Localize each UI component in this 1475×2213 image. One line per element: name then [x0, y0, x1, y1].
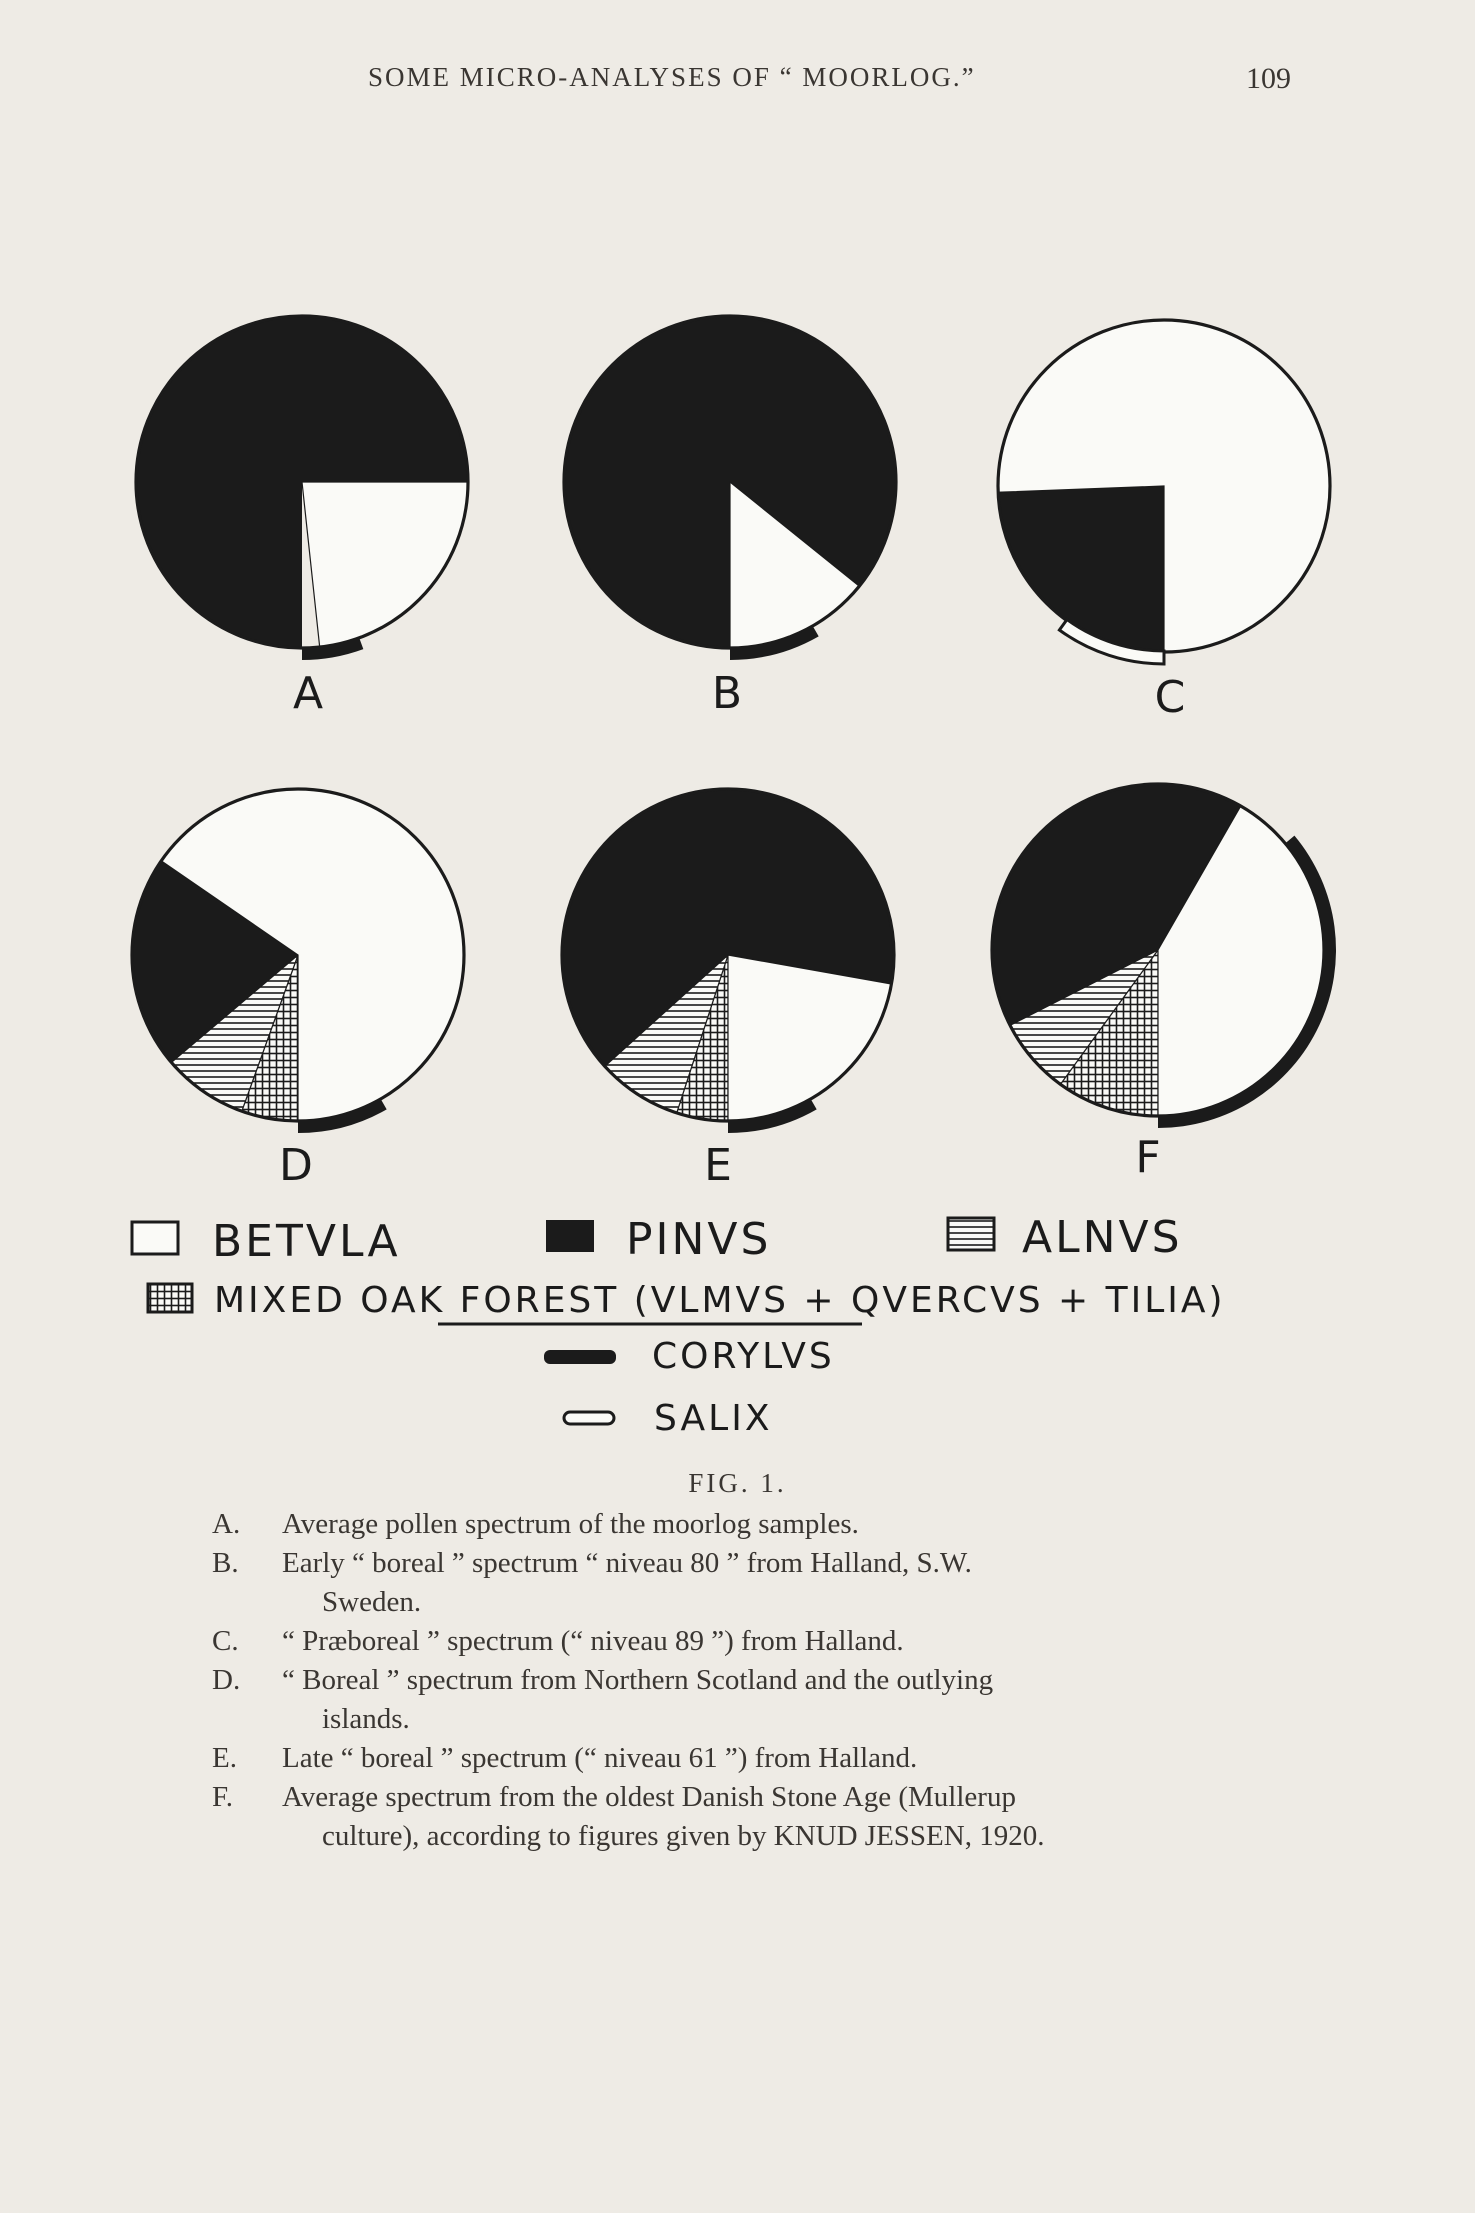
pie-label-c: C — [1154, 672, 1186, 723]
pie-label-b: B — [711, 668, 743, 719]
caption-text: “ Boreal ” spectrum from Northern Scotland and the outlying — [282, 1664, 994, 1696]
caption-list — [212, 1505, 1312, 1856]
caption-item-b — [212, 1544, 1312, 1583]
caption-letter: C. — [212, 1625, 239, 1657]
legend-label-mixed-oak: MIXED OAK FOREST (VLMVS + QVERCVS + TILIA) — [214, 1280, 1226, 1321]
caption-letter: B. — [212, 1547, 239, 1579]
pie-e-slice-betula — [728, 955, 891, 1121]
legend-label-pinus: PINVS — [626, 1214, 772, 1265]
caption-continuation-d: islands. — [322, 1703, 410, 1735]
caption-text: “ Præboreal ” spectrum (“ niveau 89 ”) from Halland. — [282, 1625, 904, 1657]
caption-letter: A. — [212, 1508, 241, 1540]
caption-item-d — [212, 1661, 1312, 1700]
caption-text: Early “ boreal ” spectrum “ niveau 80 ” from Halland, S.W. — [282, 1547, 972, 1579]
legend-swatch-salix — [564, 1412, 614, 1424]
caption-continuation-f: culture), according to figures given by KNUD JESSEN, 1920. — [322, 1820, 1045, 1852]
pie-a-slice-betula — [302, 482, 468, 647]
running-head: SOME MICRO-ANALYSES OF “ MOORLOG.” — [368, 62, 976, 92]
caption-item-c — [212, 1622, 1312, 1661]
caption-item-a — [212, 1505, 1312, 1544]
figure-number: FIG. 1. — [688, 1468, 787, 1498]
caption-item-f — [212, 1778, 1312, 1817]
pie-label-e: E — [704, 1140, 732, 1191]
legend-label-betula: BETVLA — [212, 1216, 401, 1267]
legend-label-corylus: CORYLVS — [652, 1336, 835, 1377]
caption-continuation-b: Sweden. — [322, 1586, 422, 1618]
pie-charts-group — [132, 316, 1336, 1133]
legend-swatch-alnus — [948, 1218, 994, 1250]
caption-letter: D. — [212, 1664, 241, 1696]
pie-label-f: F — [1135, 1132, 1161, 1183]
caption-item-e — [212, 1739, 1312, 1778]
pie-label-d: D — [279, 1140, 313, 1191]
page-number: 109 — [1246, 62, 1291, 95]
caption-text: Average spectrum from the oldest Danish Stone Age (Mullerup — [282, 1781, 1016, 1813]
caption-letter: E. — [212, 1742, 237, 1774]
legend-swatch-pinus — [546, 1220, 594, 1252]
legend-swatch-corylus — [544, 1350, 616, 1364]
pie-label-a: A — [292, 668, 324, 719]
caption-letter: F. — [212, 1781, 234, 1813]
caption-text: Average pollen spectrum of the moorlog samples. — [282, 1508, 859, 1540]
legend-label-alnus: ALNVS — [1022, 1212, 1183, 1263]
legend-swatch-betula — [132, 1222, 178, 1254]
legend-label-salix: SALIX — [654, 1398, 773, 1439]
caption-text: Late “ boreal ” spectrum (“ niveau 61 ”) from Halland. — [282, 1742, 918, 1774]
legend — [132, 1212, 1226, 1439]
legend-swatch-mixed-oak — [148, 1284, 192, 1312]
